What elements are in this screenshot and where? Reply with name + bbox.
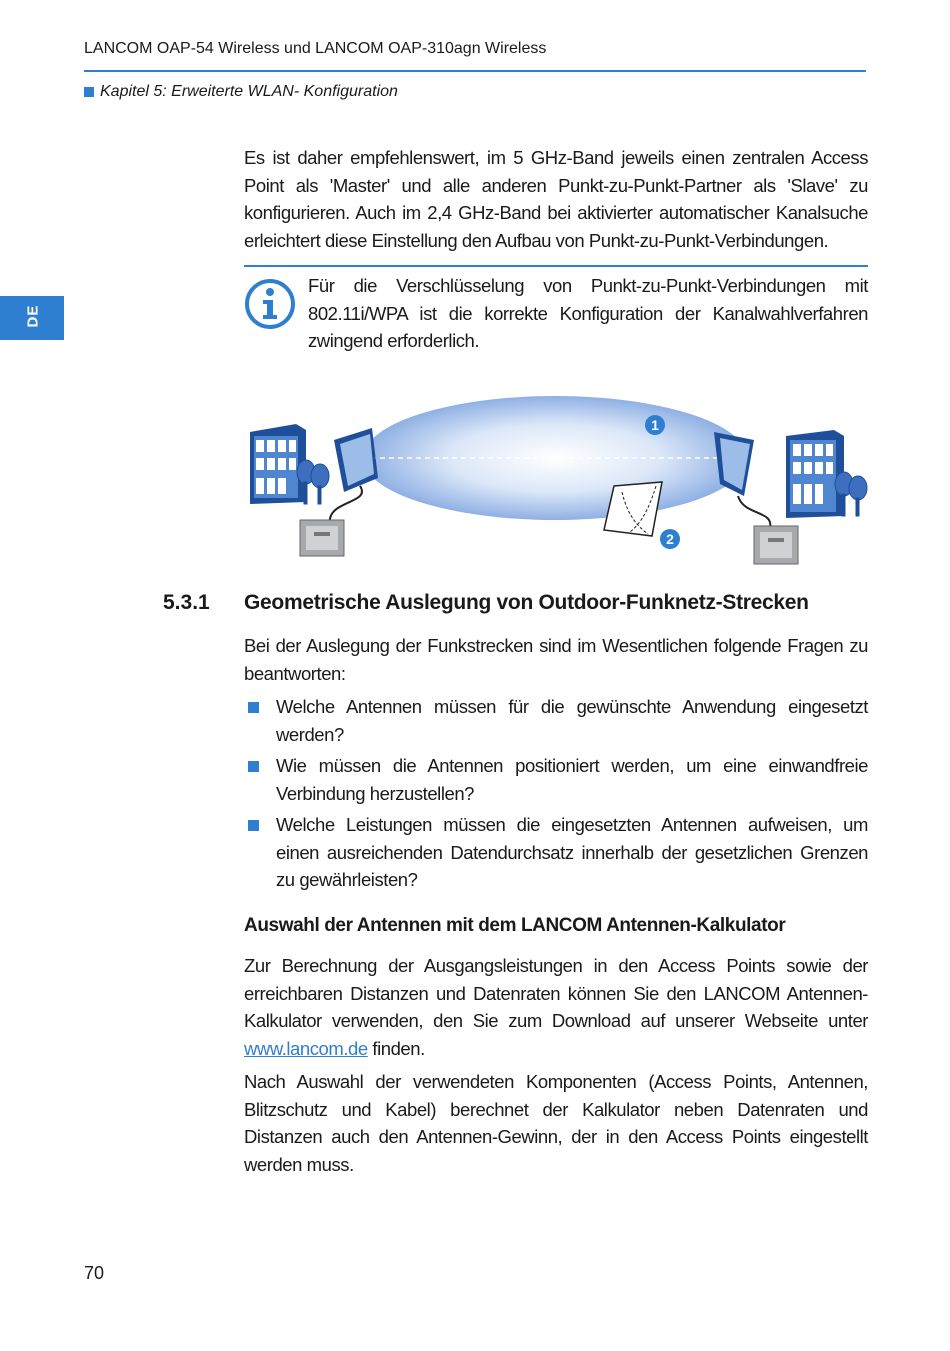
question-list — [244, 693, 868, 898]
section-title: Geometrische Auslegung von Outdoor-Funknetz-Strecken — [244, 591, 809, 614]
svg-text:2: 2 — [666, 531, 674, 547]
paragraph-components: Nach Auswahl der verwendeten Komponenten (Access Points, Antennen, Blitzschutz und Kabel) berechnet der Kalkulator neben Datenraten und Distanzen auch den Antennen-Gewinn, der in den Access Points eingestellt werden muss. — [244, 1071, 868, 1175]
paragraph-calculator — [244, 952, 868, 1062]
panel-antenna-left-icon — [330, 428, 378, 524]
lancom-website-link[interactable]: www.lancom.de — [244, 1037, 368, 1059]
marker-2 — [660, 529, 680, 549]
access-point-left-icon — [300, 520, 344, 556]
panel-antenna-right-icon — [714, 432, 770, 528]
building-right-icon — [786, 430, 844, 518]
paragraph-master-slave: Es ist daher empfehlenswert, im 5 GHz-Band jeweils einen zentralen Access Point als 'Master' und alle anderen Punkt-zu-Punkt-Partner als 'Slave' zu konfigurieren. Auch im 2,4 GHz-Band bei aktivierter automatischer Kanalsuche erleichtert diese Einstellung den Aufbau von Punkt-zu-Punkt-Verbindungen. — [244, 147, 868, 251]
list-item — [244, 811, 868, 894]
point-to-point-diagram — [244, 392, 868, 570]
list-item-text: Welche Antennen müssen für die gewünschte Anwendung eingesetzt werden? — [276, 696, 868, 745]
note-rule — [244, 265, 868, 267]
chapter-marker-square — [84, 87, 94, 97]
subsection-title: Auswahl der Antennen mit dem LANCOM Antennen-Kalkulator — [244, 915, 786, 936]
svg-text:1: 1 — [651, 417, 659, 433]
bullet-square — [248, 702, 259, 713]
running-header: LANCOM OAP-54 Wireless und LANCOM OAP-310agn Wireless — [84, 40, 547, 57]
list-item-text: Welche Leistungen müssen die eingesetzten Antennen aufweisen, um einen ausreichenden Datendurchsatz innerhalb der gesetzlichen Grenzen zu gewährleisten? — [276, 814, 868, 890]
section-number: 5.3.1 — [163, 591, 210, 614]
list-item — [244, 693, 868, 748]
building-left-icon — [250, 424, 306, 504]
list-item-text: Wie müssen die Antennen positioniert werden, um eine einwandfreie Verbindung herzustellen? — [276, 755, 868, 804]
paragraph-calculator-text: Zur Berechnung der Ausgangsleistungen in den Access Points sowie der erreichbaren Distanzen und Datenraten können Sie den LANCOM Antennen-Kalkulator verwenden, den Sie zum Download auf unserer Webseite unter — [244, 955, 868, 1031]
bullet-square — [248, 820, 259, 831]
bullet-square — [248, 761, 259, 772]
note-text: Für die Verschlüsselung von Punkt-zu-Punkt-Verbindungen mit 802.11i/WPA ist die korrekte Konfiguration der Kanalwahlverfahren zwingend erforderlich. — [308, 275, 868, 351]
info-icon — [244, 278, 296, 330]
chapter-header — [84, 83, 398, 101]
marker-1 — [645, 415, 665, 435]
chapter-title: Kapitel 5: Erweiterte WLAN- Konfiguration — [100, 83, 398, 100]
access-point-right-icon — [754, 526, 798, 564]
list-item — [244, 752, 868, 807]
header-rule — [84, 70, 866, 72]
sector-antenna-middle-icon — [604, 482, 662, 536]
language-tab-label: DE — [24, 304, 42, 328]
section-intro: Bei der Auslegung der Funkstrecken sind im Wesentlichen folgende Fragen zu beantworten: — [244, 635, 868, 684]
language-tab — [0, 296, 64, 340]
page-number: 70 — [84, 1263, 105, 1283]
paragraph-calculator-end: finden. — [367, 1037, 425, 1059]
